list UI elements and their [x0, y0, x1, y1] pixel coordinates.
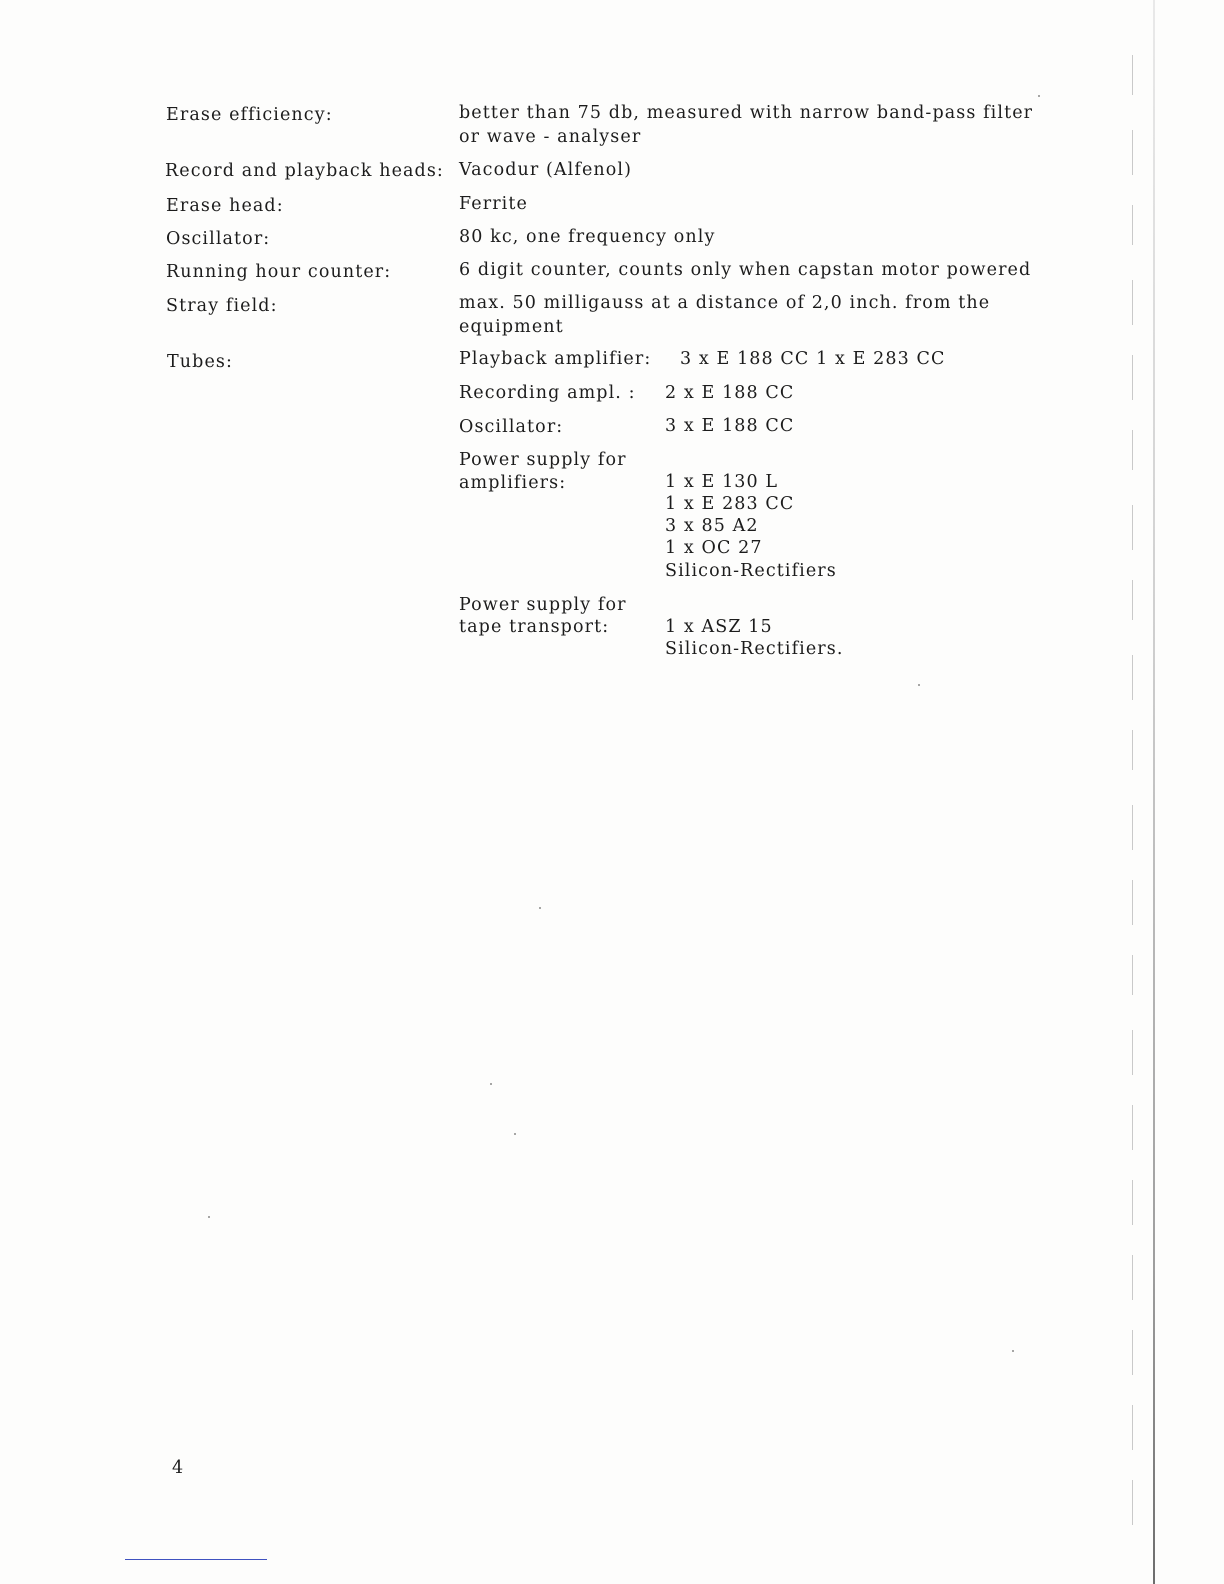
power-amplifiers-item: 1 x OC 27 [665, 538, 763, 558]
page-number: 4 [172, 1458, 185, 1478]
power-amplifiers-item: 1 x E 130 L [665, 472, 779, 492]
scan-speck [514, 1133, 516, 1135]
tubes-recording-label: Recording ampl. : [459, 383, 636, 403]
tubes-oscillator-value: 3 x E 188 CC [665, 416, 795, 436]
oscillator-value: 80 kc, one frequency only [459, 227, 716, 247]
power-amplifiers-item: Silicon-Rectifiers [665, 561, 837, 581]
bottom-rule [125, 1559, 267, 1560]
power-transport-label-line1: Power supply for [459, 595, 627, 615]
scan-speck [1038, 95, 1040, 97]
binding-edge [1153, 0, 1155, 1584]
tubes-oscillator-label: Oscillator: [459, 417, 564, 437]
hour-counter-label: Running hour counter: [166, 262, 392, 282]
power-transport-item: 1 x ASZ 15 [665, 617, 773, 637]
stray-field-value-line1: max. 50 milligauss at a distance of 2,0 inch. from the [459, 293, 991, 313]
scan-speck [918, 684, 920, 686]
scan-speck [1012, 1350, 1014, 1352]
erase-efficiency-label: Erase efficiency: [166, 105, 333, 125]
binding-holes [1128, 0, 1138, 1584]
erase-efficiency-value-line1: better than 75 db, measured with narrow band-pass filter [459, 103, 1034, 123]
erase-head-value: Ferrite [459, 194, 528, 214]
power-amplifiers-label-line1: Power supply for [459, 450, 627, 470]
stray-field-value-line2: equipment [459, 317, 564, 337]
scan-speck [539, 907, 541, 909]
scan-speck [208, 1216, 210, 1218]
tubes-playback-label: Playback amplifier: [459, 349, 652, 369]
tubes-recording-value: 2 x E 188 CC [665, 383, 795, 403]
oscillator-label: Oscillator: [166, 229, 271, 249]
tubes-label: Tubes: [167, 352, 233, 372]
tubes-playback-value: 3 x E 188 CC 1 x E 283 CC [680, 349, 946, 369]
erase-efficiency-value-line2: or wave - analyser [459, 127, 642, 147]
heads-value: Vacodur (Alfenol) [459, 160, 633, 180]
power-amplifiers-item: 3 x 85 A2 [665, 516, 759, 536]
power-transport-label-line2: tape transport: [459, 617, 610, 637]
power-amplifiers-item: 1 x E 283 CC [665, 494, 795, 514]
scan-speck [490, 1083, 492, 1085]
stray-field-label: Stray field: [166, 296, 278, 316]
power-transport-item: Silicon-Rectifiers. [665, 639, 844, 659]
erase-head-label: Erase head: [166, 196, 284, 216]
power-amplifiers-label-line2: amplifiers: [459, 473, 567, 493]
hour-counter-value: 6 digit counter, counts only when capstan motor powered [459, 260, 1032, 280]
heads-label: Record and playback heads: [165, 161, 444, 181]
